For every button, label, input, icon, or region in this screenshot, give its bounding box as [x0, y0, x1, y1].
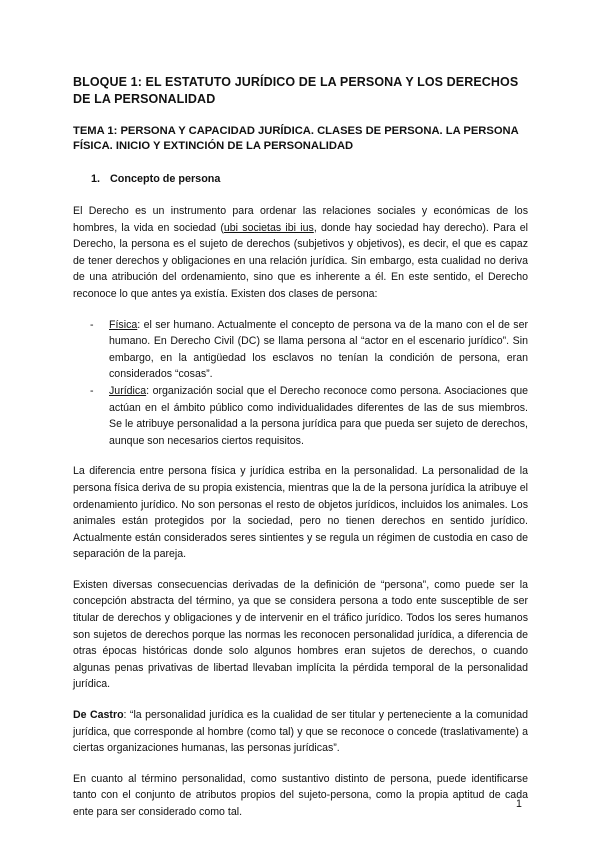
paragraph-intro: [73, 203, 528, 303]
page-number: 1: [516, 798, 522, 810]
paragraph-de-castro: [73, 707, 528, 757]
topic-title: TEMA 1: PERSONA Y CAPACIDAD JURÍDICA. CLASES DE PERSONA. LA PERSONA FÍSICA. INICIO Y EXTINCIÓN DE LA PERSONALIDAD: [73, 125, 519, 152]
block-title: BLOQUE 1: EL ESTATUTO JURÍDICO DE LA PERSONA Y LOS DERECHOS DE LA PERSONALIDAD: [73, 75, 519, 106]
paragraph-consequences: Existen diversas consecuencias derivadas de la definición de “persona”, como puede ser la concepción abstracta del término, ya que se considera persona a todo ente susceptible de ser titular de derechos y obligaciones y de intervenir en el tráfico jurídico. Todos los seres humanos son sujetos de derechos porque las normas les reconocen personalidad jurídica, a diferencia de otras épocas históricas donde solo algunos hombres eran sujetos de derechos, o cuando algunas penas privativas de libertad llevaban implícita la pérdida temporal de la personalidad jurídica.: [73, 578, 528, 691]
list-bullet: -: [90, 384, 94, 397]
term-juridica: Jurídica: [109, 384, 147, 397]
definition-juridica: : organización social que el Derecho reconoce como persona. Asociaciones que actúan en el ámbito público como individualidades diferentes de las de sus miembros. Se le atribuye personalidad a la persona jurídica para que pueda ser sujeto de derechos, aunque son necesarios ciertos requisitos.: [109, 384, 528, 447]
list-bullet: -: [90, 318, 94, 331]
quote-text: : “la personalidad jurídica es la cualidad de ser titular y perteneciente a la comunidad jurídica, que corresponde al hombre (como tal) y que se reconoce o concede (traslativamente) a ciertas organizaciones humanas, las personas jurídicas”.: [73, 709, 529, 755]
latin-phrase: ubi societas ibi ius: [223, 221, 314, 234]
paragraph-intro-text-1: El Derecho es un instrumento para ordenar las relaciones sociales y económicas de los hombres, la vida en sociedad (: [73, 205, 528, 234]
paragraph-intro-text-2: , donde hay sociedad hay derecho). Para el Derecho, la persona es el sujeto de derechos (subjetivos y objetivos), es decir, el que es capaz de tener derechos y obligaciones en una relación jurídica. Sin embargo, esta cualidad no deriva de una atribución del ordenamiento, sino que es inherente a él. En este sentido, el Derecho reconoce lo que antes ya existía. Existen dos clases de persona:: [73, 221, 528, 300]
term-fisica: Física: [109, 318, 138, 331]
list-item-juridica: [90, 383, 528, 449]
list-item-fisica: [90, 317, 528, 383]
person-types-list: [73, 317, 528, 450]
section-title: Concepto de persona: [110, 173, 221, 185]
author-name: De Castro: [73, 709, 124, 722]
definition-fisica: : el ser humano. Actualmente el concepto de persona va de la mano con el de ser humano. En Derecho Civil (DC) se llama persona al “actor en el escenario jurídico”. Sin embargo, en la antigüedad los esclavos no tenían la condición de persona, eran considerados “cosas”.: [109, 318, 528, 381]
document-body: [73, 74, 528, 835]
section-heading: [91, 172, 528, 187]
paragraph-difference: La diferencia entre persona física y jurídica estriba en la personalidad. La personalidad de la persona física deriva de su propia existencia, mientras que la de la persona jurídica la atribuye el ordenamiento jurídico. No son personas el resto de objetos jurídicos, incluidos los animales. Los animales están protegidos por la sociedad, pero no tienen derechos en sentido jurídico. Actualmente están considerados seres sintientes y se regula un régimen de custodia en caso de separación de la pareja.: [73, 465, 528, 561]
paragraph-personalidad: En cuanto al término personalidad, como sustantivo distinto de persona, puede identificarse tanto con el conjunto de atributos propios del sujeto-persona, como la propia aptitud de cada ente para ser considerado como tal.: [73, 772, 528, 818]
section-number: 1.: [91, 173, 101, 185]
